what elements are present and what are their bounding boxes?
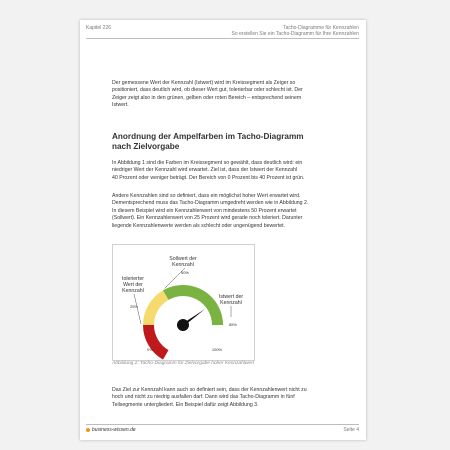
brand-dot-icon [86,428,90,432]
tolerierter-value: 25% [129,304,139,309]
tolerierter-arrow [134,294,141,324]
gauge-chart [112,244,255,361]
text-line: In Abbildung 1 sind die Farben im Kreissegment so gewählt, dass deutlich wird: ein [112,160,303,166]
paragraph-3 [112,387,344,409]
tolerierter-label-line2: Wert der [123,282,143,288]
footer-divider [86,424,359,425]
gauge-hub [177,319,189,331]
heading-line: nach Zielvorgabe [112,142,180,151]
chapter-label: Kapitel 226 [86,25,112,31]
text-line: Zeiger zeigt also in den grünen, gelben oder roten Bereich – entsprechend seinem [112,94,302,101]
footer-brand[interactable] [86,427,136,433]
istwert-label-line1: Istwert der [218,294,244,300]
text-line: In diesem Beispiel wird ein Kennzahlenwert von mindestens 50 Prozent erwartet [112,207,297,214]
section-heading [112,132,344,152]
paragraph-1 [112,160,344,182]
sollwert-value: 50% [180,270,190,275]
brand-text: business-wissen.de [92,427,136,433]
document-page [80,20,366,440]
intro-paragraph [112,80,344,110]
paragraph-2 [112,193,344,230]
text-line: (Sollwert). Ein Kennzahlenwert von 25 Prozent wird gerade noch toleriert. Darunter [112,215,303,222]
gauge-svg [113,245,254,360]
running-title: Tacho-Diagramme für Kennzahlen [283,25,359,31]
gauge-segment-yellow [143,290,169,325]
running-header [232,25,359,37]
heading-line: Anordnung der Ampelfarben im Tacho-Diagramm [112,132,304,141]
sollwert-label-line2: Kennzahl [172,262,194,268]
istwert-label-line2: Kennzahl [220,300,242,306]
text-line: liegende Kennzahlenwerte werden als schlecht oder ungenügend bewertet. [112,222,286,229]
tolerierter-label-line3: Kennzahl [122,288,144,294]
tolerierter-label-line1: tolerierter [122,276,144,282]
text-line: niedriger Wert der Kennzahl wird erwartet. Ziel ist, dass der Istwert der Kennzahl [112,167,298,174]
text-line: Dementsprechend muss das Tacho-Diagramm umgedreht werden wie in Abbildung 2. [112,200,309,207]
text-line: positioniert, dass deutlich wird, ob dieser Wert gut, tolerierbar oder schlecht ist. Der [112,87,303,94]
text-line: 40 Prozent oder weniger beträgt. Der Bereich von 0 Prozent bis 40 Prozent ist grün. [112,174,305,181]
text-line: hoch und nicht zu niedrig ausfallen darf. Dann wird das Tacho-Diagramm in fünf [112,394,295,401]
gauge-segment-red [143,325,169,360]
sollwert-label-line1: Sollwert der [169,256,197,262]
page-number: Seite 4 [343,427,359,433]
text-line: Andere Kennzahlen sind so definiert, dass ein möglichst hoher Wert erwartet wird. [112,193,301,199]
min-label: 0% [147,347,153,352]
text-line: Das Ziel zur Kennzahl kann auch so definiert sein, dass der Kennzahlenwert nicht zu [112,387,307,393]
figure-caption: Abbildung 2: Tacho-Diagramm für Zielvorgabe hoher Kennzahlwert [112,361,254,366]
text-line: Der gemessene Wert der Kennzahl (Istwert) wird im Kreissegment als Zeiger so [112,80,296,86]
istwert-value: 85% [228,322,238,327]
text-line: Istwert. [112,102,129,109]
gauge-segment-green [163,285,223,325]
running-subtitle: So erstellen Sie ein Tacho-Diagramm für Ihre Kennzahlen [231,31,359,37]
max-label: 100% [211,347,223,352]
text-line: Teilsegmente untergliedert. Ein Beispiel dafür zeigt Abbildung 3. [112,401,259,408]
header-divider [86,38,359,39]
